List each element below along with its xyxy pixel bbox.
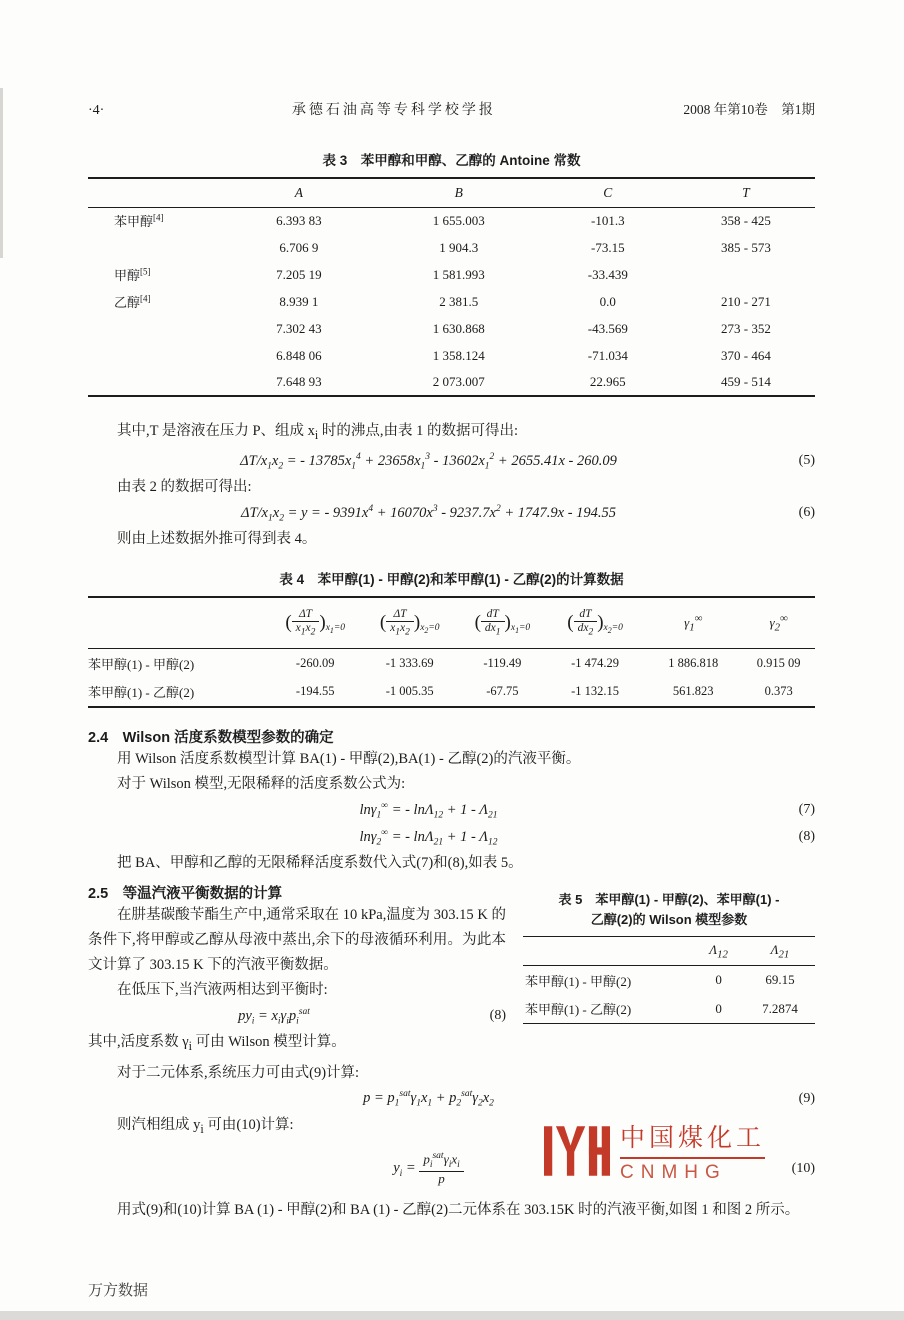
cell: 1 358.124 [432,347,485,363]
table5-caption [523,890,815,930]
cell: -43.569 [587,320,628,336]
cell: 8.939 1 [279,293,319,309]
table-row [88,207,815,234]
cell: 2 073.007 [432,374,485,389]
table-row [88,288,815,315]
fraction [292,608,320,638]
paragraph: 其中,T 是溶液在压力 P、组成 $x_i$ 时的沸点,由表 1 的数据可得出: [117,423,519,442]
left-column [88,880,506,1059]
fraction [419,1151,463,1187]
wanfang-data-mark: 万方数据 [88,1282,149,1299]
equation-body: $\Delta T/x_1x_2$ = - $13785x_1^4 + 23658x_1^3 - 13602x_1^2 + 2655.41x - 260.09$ [240,451,617,472]
cell: 273 - 352 [721,320,771,336]
equation-7 [88,797,815,824]
col-header-lambda12: $\Lambda_{12}$ [692,936,745,965]
table-row [88,649,815,678]
paragraph: 其中,活度系数 $\gamma_i$ 可由 Wilson 模型计算。 [88,1033,346,1053]
col-header-empty [88,597,270,649]
cell: -101.3 [591,212,625,228]
row-label [88,261,219,288]
cell: -1 333.69 [385,656,434,671]
cell: 561.823 [672,684,714,699]
row-label [88,234,219,261]
paragraph: 则汽相组成 $y_i$ 可由(10)计算: [117,1116,294,1136]
cell: 22.965 [589,374,626,389]
table-row [88,315,815,342]
table-row [88,234,815,261]
cell: 358 - 425 [721,212,771,228]
table5-wilson-parameters [523,936,815,1024]
cell: 6.706 9 [279,239,319,255]
fraction-numerator: ΔT [386,608,414,622]
fraction [574,608,598,638]
equation-body: $p = p_1^{sat}\gamma_1x_1 + p_2^{sat}\gamma_2x_2$ [363,1089,494,1110]
col-header-dTdx2-x2-0 [546,597,644,649]
col-header-gamma2-inf: $\gamma_2^\infty$ [742,597,815,649]
cell: 210 - 271 [721,293,771,309]
col-header-C: C [539,178,677,207]
condition-subscript: x2=0 [420,622,440,635]
table-row [523,994,815,1023]
journal-title: 承德石油高等专科学校学报 [291,103,496,118]
section-heading-2-4: 2.4 Wilson 活度系数模型参数的确定 [88,729,334,746]
col-header-A: A [219,178,379,207]
paren: ) [597,612,604,634]
paragraph: 在肼基碳酸苄酯生产中,通常采取在 10 kPa,温度为 303.15 K 的条件下,将甲醇或乙醇从母液中蒸出,余下的母液循环利用。为此本文计算了 303.15 K 下的汽液平衡数据。 [88,906,506,973]
table3-caption: 表 3 苯甲醇和甲醇、乙醇的 Antoine 常数 [322,153,581,168]
condition-subscript: x1=0 [325,622,346,635]
condition-subscript: x1=0 [510,622,531,635]
equation-body: lnγ$_1$∞ = - $\ln\Lambda_{12} + 1 - \Lambda_{21}$ [359,800,498,821]
col-header-lambda21: $\Lambda_{21}$ [745,936,815,965]
col-header-gamma1-inf: $\gamma_1^\infty$ [644,597,742,649]
citation-ref: [4] [153,212,164,223]
fraction-numerator: $p_i^{sat}\gamma_ix_i$ [419,1151,463,1172]
fraction-numerator: ΔT [292,608,320,622]
col-header-T: T [677,178,815,207]
table4-calculated-data [88,596,815,708]
paragraph: 用 Wilson 活度系数模型计算 BA(1) - 甲醇(2),BA(1) - 乙醇(2)的汽液平衡。 [117,750,581,767]
cell: 7.2874 [762,1000,798,1016]
cell: 6.848 06 [276,347,322,363]
table4-caption: 表 4 苯甲醇(1) - 甲醇(2)和苯甲醇(1) - 乙醇(2)的计算数据 [279,571,624,587]
row-label: 苯甲醇(1) - 乙醇(2) [88,685,195,701]
fraction [481,608,505,638]
equation-number: (6) [798,505,815,521]
col-header-empty [523,936,692,965]
paren: ( [474,612,481,634]
col-header-dTx1x2-x1-0 [270,597,361,649]
equation-8 [88,824,815,851]
table5-header-row [523,936,815,965]
cell: 7.302 43 [276,320,322,336]
cell: 0.373 [764,684,793,699]
fraction-numerator: dT [574,608,598,622]
table-row [88,261,815,288]
cell: -1 005.35 [385,684,434,699]
paren: ( [379,612,387,634]
fraction-denominator: p [438,1170,445,1186]
equation-body: lnγ$_2$∞ = - $\ln\Lambda_{21} + 1 - \Lambda_{12}$ [359,827,498,848]
cell: -71.034 [587,347,628,363]
equation-number: (10) [791,1160,815,1176]
table-row [88,678,815,707]
watermark-brand: 中国煤化工 [620,1118,765,1159]
paragraph: 把 BA、甲醇和乙醇的无限稀释活度系数代入式(7)和(8),如表 5。 [117,854,523,871]
cell [677,261,815,288]
cell: -1 132.15 [571,684,620,699]
watermark-text [620,1118,765,1184]
fraction-denominator: $x_1x_2$ [295,622,316,638]
running-header [88,0,815,119]
condition-subscript: x2=0 [603,622,623,635]
watermark-subtitle: CNMHG [620,1162,727,1183]
table-row [88,342,815,369]
col-header-dTx1x2-x2-0 [361,597,459,649]
paren: ( [285,612,292,634]
paragraph: 由表 2 的数据可得出: [117,478,252,495]
equation-number: (8) [489,1008,506,1024]
cell: 69.15 [765,972,795,988]
cell: -194.55 [295,684,335,699]
fraction-denominator: $dx_1$ [484,622,501,638]
two-column-section [88,880,815,1059]
scan-edge-bottom [0,1311,904,1320]
equation-body: $\Delta T/x_1x_2 = y$ = - $9391x^4 + 16070x^3 - 9237.7x^2 + 1747.9x - 194.55$ [240,503,617,524]
paragraph: 对于 Wilson 模型,无限稀释的活度系数公式为: [117,775,406,792]
cell: 0 [715,972,722,988]
substance-name: 乙醇 [114,295,141,310]
row-label: 苯甲醇(1) - 甲醇(2) [525,973,632,989]
substance-name: 甲醇 [114,268,141,283]
fraction-denominator: $x_1x_2$ [390,622,410,638]
equation-number: (7) [798,802,815,818]
watermark [544,1118,765,1184]
fraction-denominator: $dx_2$ [577,622,594,638]
cell: -119.49 [483,656,522,671]
cell: -260.09 [295,656,335,671]
equation-body: $py_i = x_i\gamma_ip_i^{sat}$ [238,1006,310,1027]
paren: ) [413,612,421,634]
equation-number: (5) [798,453,815,469]
col-header-dTdx1-x1-0 [459,597,546,649]
equation-6 [88,500,815,527]
issue-info: 2008 年第10卷 第1期 [683,102,815,117]
page-content [88,0,815,1223]
row-label [88,288,219,315]
paragraph: 用式(9)和(10)计算 BA (1) - 甲醇(2)和 BA (1) - 乙醇(2)二元体系在 303.15K 时的汽液平衡,如图 1 和图 2 所示。 [117,1201,800,1218]
paren: ) [504,612,511,634]
cell: 459 - 514 [721,374,771,389]
cell: -67.75 [486,684,519,699]
fraction [386,608,414,638]
section-heading-2-5: 2.5 等温汽液平衡数据的计算 [88,885,283,902]
paragraph: 在低压下,当汽液两相达到平衡时: [117,981,328,998]
table5-caption-line2: 乙醇(2)的 Wilson 模型参数 [590,911,748,927]
equation-lhs: $y_i$ = [393,1160,420,1179]
cell: 7.648 93 [276,374,322,389]
substance-name: 苯甲醇 [114,214,154,230]
row-label [88,207,219,234]
row-label: 苯甲醇(1) - 甲醇(2) [88,657,195,673]
cell: 6.393 83 [276,212,322,228]
table4-header-row [88,597,815,649]
table-row [523,965,815,994]
cell: -1 474.29 [571,656,620,671]
cell: 2 381.5 [439,293,479,309]
cell: -73.15 [591,239,625,255]
cell: 7.205 19 [276,266,322,282]
cell: 370 - 464 [721,347,771,363]
cell: 0.915 09 [756,656,801,671]
cell: 385 - 573 [721,239,771,255]
equation-number: (9) [798,1091,815,1107]
cell: 1 630.868 [432,320,485,336]
table5-caption-line1: 表 5 苯甲醇(1) - 甲醇(2)、苯甲醇(1) - [558,891,780,907]
equation-number: (8) [798,829,815,845]
scan-edge-left [0,88,3,258]
col-header-empty [88,178,219,207]
cnmhg-logo-icon [544,1122,610,1180]
right-column [523,880,815,1059]
row-label [88,369,219,396]
cell: 0 [715,1000,722,1016]
row-label: 苯甲醇(1) - 乙醇(2) [525,1002,632,1018]
row-label [88,315,219,342]
table-row [88,369,815,396]
cell: 1 581.993 [432,266,485,282]
cell: 1 886.818 [668,656,719,671]
paren: ( [567,612,574,634]
fraction-numerator: dT [481,608,505,622]
equation-5 [88,448,815,475]
paragraph: 对于二元体系,系统压力可由式(9)计算: [117,1064,360,1081]
cell: 1 904.3 [439,239,479,255]
cell: -33.439 [587,266,628,282]
citation-ref: [4] [140,293,151,304]
cell: 0.0 [599,293,616,309]
table3-header-row [88,178,815,207]
equation-8b [88,1003,506,1030]
col-header-B: B [379,178,539,207]
paren: ) [319,612,326,634]
paragraph: 则由上述数据外推可得到表 4。 [117,530,317,547]
page-number: ·4· [88,103,105,118]
row-label [88,342,219,369]
cell: 1 655.003 [432,212,485,228]
equation-9 [88,1086,815,1113]
table3-antoine-constants [88,177,815,397]
citation-ref: [5] [140,266,151,277]
